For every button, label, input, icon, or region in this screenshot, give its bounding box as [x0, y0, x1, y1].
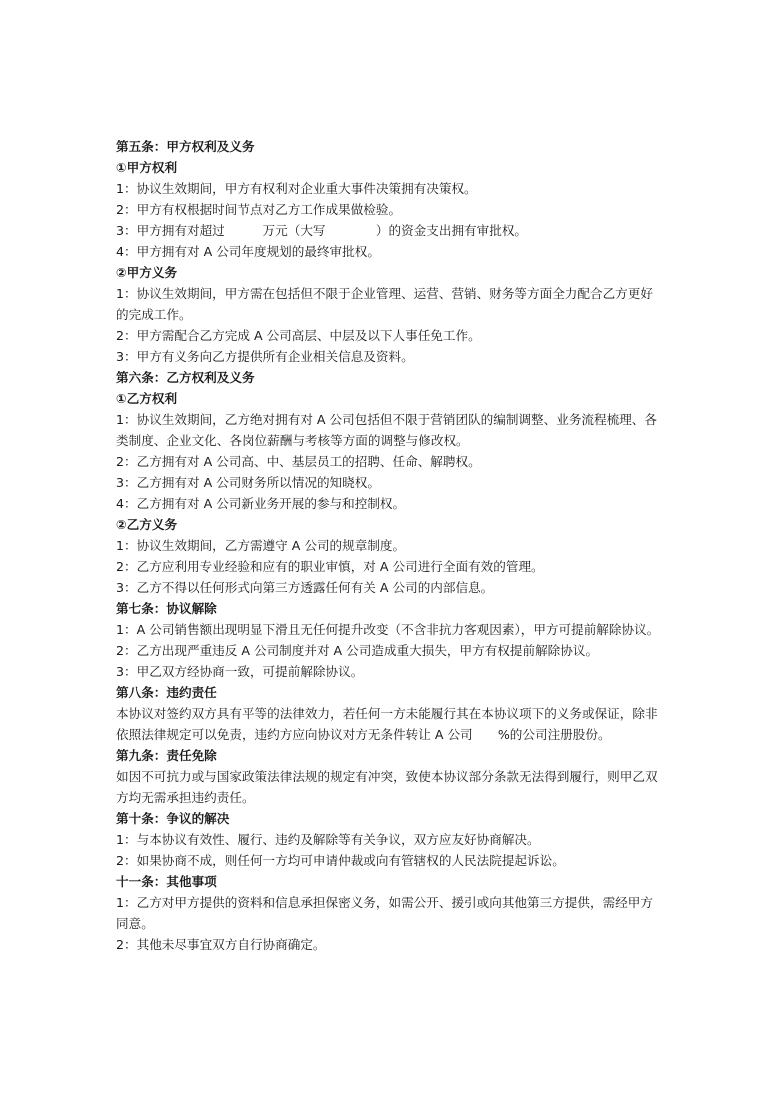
article6-duties-title: ②乙方义务 — [116, 517, 178, 532]
article5-title: 第五条：甲方权利及义务 — [116, 139, 255, 154]
contract-page — [116, 136, 664, 955]
article6-duty-2: 2：乙方应利用专业经验和应有的职业审慎，对 A 公司进行全面有效的管理。 — [116, 559, 544, 574]
article5-right-2: 2：甲方有权根据时间节点对乙方工作成果做检验。 — [116, 202, 402, 217]
article6-right-3: 3：乙方拥有对 A 公司财务所以情况的知晓权。 — [116, 475, 380, 490]
article6-right-2: 2：乙方拥有对 A 公司高、中、基层员工的招聘、任命、解聘权。 — [116, 454, 481, 469]
article5-duty-1: 1：协议生效期间，甲方需在包括但不限于企业管理、运营、营销、财务等方面全力配合乙方更好的完成工作。 — [116, 286, 653, 322]
article6-duty-3: 3：乙方不得以任何形式向第三方透露任何有关 A 公司的内部信息。 — [116, 580, 494, 595]
article10-item-2: 2：如果协商不成，则任何一方均可申请仲裁或向有管辖权的人民法院提起诉讼。 — [116, 853, 565, 868]
article10-title: 第十条：争议的解决 — [116, 811, 230, 826]
article5-right-4: 4：甲方拥有对 A 公司年度规划的最终审批权。 — [116, 244, 380, 259]
article7-item-1: 1：A 公司销售额出现明显下滑且无任何提升改变（不含非抗力客观因素），甲方可提前解除协议。 — [116, 622, 660, 637]
article10-item-1: 1：与本协议有效性、履行、违约及解除等有关争议，双方应友好协商解决。 — [116, 832, 540, 847]
article6-duty-1: 1：协议生效期间，乙方需遵守 A 公司的规章制度。 — [116, 538, 406, 553]
article8-title: 第八条：违约责任 — [116, 685, 217, 700]
article8-body: 本协议对签约双方具有平等的法律效力，若任何一方未能履行其在本协议项下的义务或保证，除非依照法律规定可以免责，违约方应向协议对方无条件转让 A 公司 %的公司注册股份。 — [116, 706, 658, 742]
article6-right-1: 1：协议生效期间，乙方绝对拥有对 A 公司包括但不限于营销团队的编制调整、业务流程梳理、各类制度、企业文化、各岗位薪酬与考核等方面的调整与修改权。 — [116, 412, 657, 448]
article5-duty-3: 3：甲方有义务向乙方提供所有企业相关信息及资料。 — [116, 349, 414, 364]
article5-duties-title: ②甲方义务 — [116, 265, 178, 280]
article7-item-2: 2：乙方出现严重违反 A 公司制度并对 A 公司造成重大损失，甲方有权提前解除协议。 — [116, 643, 599, 658]
article5-right-3: 3：甲方拥有对超过 万元（大写 ）的资金支出拥有审批权。 — [116, 223, 528, 238]
article6-right-4: 4：乙方拥有对 A 公司新业务开展的参与和控制权。 — [116, 496, 406, 511]
article9-title: 第九条：责任免除 — [116, 748, 217, 763]
article11-item-1: 1：乙方对甲方提供的资料和信息承担保密义务，如需公开、援引或向其他第三方提供，需经甲方同意。 — [116, 895, 653, 931]
article7-title: 第七条：协议解除 — [116, 601, 217, 616]
article9-body: 如因不可抗力或与国家政策法律法规的规定有冲突，致使本协议部分条款无法得到履行，则甲乙双方均无需承担违约责任。 — [116, 769, 658, 805]
article6-title: 第六条：乙方权利及义务 — [116, 370, 255, 385]
article6-rights-title: ①乙方权利 — [116, 391, 178, 406]
article5-rights-title: ①甲方权利 — [116, 160, 178, 175]
article11-item-2: 2：其他未尽事宜双方自行协商确定。 — [116, 937, 326, 952]
article7-item-3: 3：甲乙双方经协商一致，可提前解除协议。 — [116, 664, 364, 679]
article5-duty-2: 2：甲方需配合乙方完成 A 公司高层、中层及以下人事任免工作。 — [116, 328, 481, 343]
article5-right-1: 1：协议生效期间，甲方有权利对企业重大事件决策拥有决策权。 — [116, 181, 477, 196]
article11-title: 十一条：其他事项 — [116, 874, 217, 889]
